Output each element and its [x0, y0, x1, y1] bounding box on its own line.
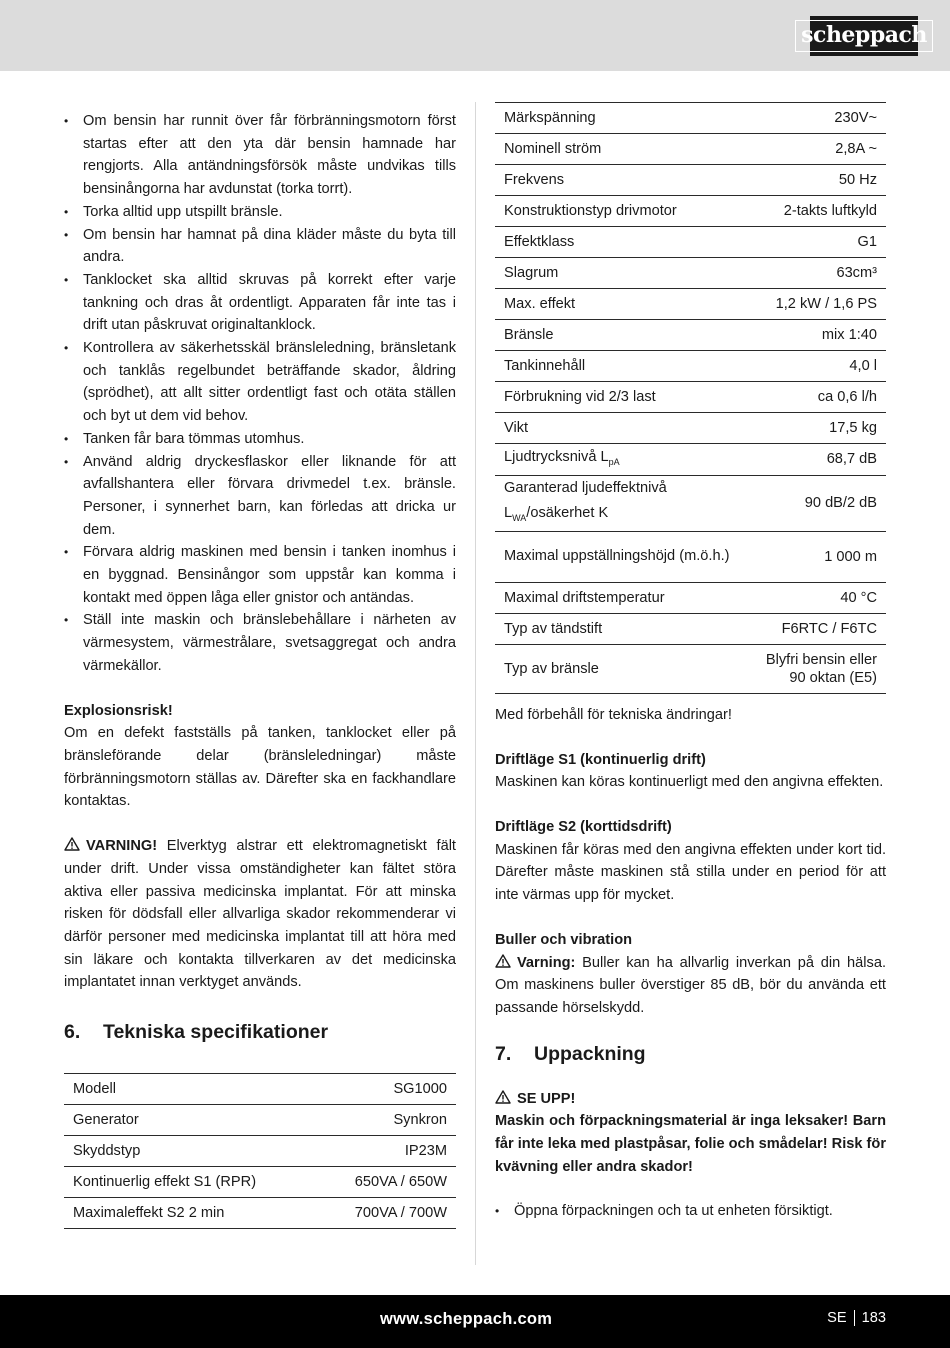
table-row: [64, 1136, 456, 1167]
spec-label: Förbrukning vid 2/3 last: [495, 382, 751, 413]
spec-label: Modell: [64, 1074, 317, 1105]
spec-label: Kontinuerlig effekt S1 (RPR): [64, 1167, 317, 1198]
table-row: [495, 103, 886, 134]
sound-power-symbol: L: [504, 505, 513, 521]
spec-label: Bränsle: [495, 320, 751, 351]
warning-text: Elverktyg alstrar ett elektromagnetiskt fält under drift. Under vissa omständigheter kan fältet störa aktiva eller passiva medicinska implantat. För att minska risken för dödsfall eller allvarliga skador rekommenderar vi därför personer med medicinska implantat till att höra med sin läkare och kontakta tillverkaren av det medicinska implantatet innan verktyget används.: [64, 838, 456, 991]
column-divider: [475, 102, 476, 1265]
spec-value: ca 0,6 l/h: [751, 382, 887, 413]
sound-power-label-line1: Garanterad ljudeffektnivå: [504, 480, 667, 496]
footer-url[interactable]: www.scheppach.com: [380, 1310, 553, 1328]
caution-label: SE UPP!: [517, 1090, 576, 1107]
reserve-note: Med förbehåll för tekniska ändringar!: [495, 706, 732, 723]
header-bar: [0, 0, 950, 71]
section-7-heading: [495, 1041, 886, 1067]
list-item: • Torka alltid upp utspillt bränsle.: [64, 201, 456, 224]
list-item: • Förvara aldrig maskinen med bensin i tanken inomhus i en byggnad. Bensinångor som uppstår kan komma i kontakt med öppen låga eller gnistor och antändas.: [64, 541, 456, 609]
spec-value: F6RTC / F6TC: [751, 613, 887, 644]
brand-logo-text: scheppach: [795, 20, 933, 52]
warning-label: VARNING!: [86, 838, 158, 855]
table-row: [495, 289, 886, 320]
table-row: [64, 1167, 456, 1198]
table-row: [495, 382, 886, 413]
noise-warning-text: Buller kan ha allvarlig inverkan på din hälsa. Om maskinens buller överstiger 85 dB, bör du använda ett passande hörselskydd.: [495, 954, 886, 1016]
spec-value: 1 000 m: [751, 531, 887, 582]
page-separator: [854, 1310, 855, 1326]
fuel-value-line2: 90 oktan (E5): [789, 669, 877, 686]
spec-label: Effektklass: [495, 227, 751, 258]
sound-pressure-label: Ljudtrycksnivå L: [504, 448, 609, 465]
spec-label: Nominell ström: [495, 134, 751, 165]
sound-power-sub: WA: [512, 512, 527, 523]
sound-power-label-line2: [504, 501, 742, 531]
spec-value: 1,2 kW / 1,6 PS: [751, 289, 887, 320]
spec-value: 17,5 kg: [751, 413, 887, 444]
spec-label: Skyddstyp: [64, 1136, 317, 1167]
explosion-text: Om en defekt fastställs på tanken, tanklocket eller på bränsleförande delar (bränsleledningar) måste förbränningsmotorn ställas av. Därefter ska en fackhandlare kontaktas.: [64, 725, 456, 810]
noise-warning: [495, 952, 886, 1020]
spec-label: Typ av bränsle: [495, 644, 751, 693]
spec-label: Maximal uppställningshöjd (m.ö.h.): [495, 531, 751, 582]
noise-heading: Buller och vibration: [495, 931, 633, 948]
spec-label: Märkspänning: [495, 103, 751, 134]
spec-value: IP23M: [317, 1136, 456, 1167]
spec-value: G1: [751, 227, 887, 258]
table-row: [495, 134, 886, 165]
table-row: [64, 1105, 456, 1136]
spec-value: SG1000: [317, 1074, 456, 1105]
s2-text: Maskinen får köras med den angivna effekten under kort tid. Därefter måste maskinen stå stilla under en period för att inte värmas upp för mycket.: [495, 841, 886, 904]
section-number: 6.: [64, 1021, 81, 1044]
table-row: [495, 531, 886, 582]
spec-label: Max. effekt: [495, 289, 751, 320]
spec-table-right: [495, 102, 886, 694]
sound-pressure-sub: pA: [608, 456, 620, 467]
page-number: 183: [861, 1310, 886, 1326]
list-item: • Om bensin har hamnat på dina kläder måste du byta till andra.: [64, 224, 456, 269]
spec-value: 40 °C: [751, 582, 887, 613]
section-title: Uppackning: [534, 1042, 646, 1065]
s2-heading: Driftläge S2 (korttidsdrift): [495, 819, 672, 836]
safety-list: [64, 110, 456, 678]
sound-power-label-rest: /osäkerhet K: [526, 505, 609, 521]
table-row: [495, 320, 886, 351]
noise-warning-label: Varning:: [517, 954, 576, 971]
s1-heading: Driftläge S1 (kontinuerlig drift): [495, 751, 706, 768]
fuel-value-line1: Blyfri bensin eller: [765, 651, 877, 668]
spec-label: Generator: [64, 1105, 317, 1136]
spec-value: 90 dB/2 dB: [751, 476, 887, 532]
spec-value: [751, 644, 887, 693]
spec-value: 2-takts luftkyld: [751, 196, 887, 227]
spec-value: 50 Hz: [751, 165, 887, 196]
spec-value: 230V~: [751, 103, 887, 134]
language-code: SE: [827, 1310, 847, 1326]
table-row: [495, 165, 886, 196]
list-item: • Om bensin har runnit över får förbränningsmotorn först startas efter att den yta där bensin hamnade har rengjorts. Alla antändningsförsök måste undvikas tills bensinångorna har avdunstat (torka torrt).: [64, 110, 456, 201]
spec-label: Slagrum: [495, 258, 751, 289]
warning-triangle-icon: [64, 837, 80, 851]
warning-triangle-icon: [495, 954, 511, 968]
table-row: [495, 227, 886, 258]
spec-label: Konstruktionstyp drivmotor: [495, 196, 751, 227]
list-item: • Tanken får bara tömmas utomhus.: [64, 428, 456, 451]
spec-table-left: [64, 1073, 456, 1229]
spec-value: 4,0 l: [751, 351, 887, 382]
spec-value: 68,7 dB: [751, 444, 887, 476]
spec-label: [495, 476, 751, 532]
footer-bar: [0, 1295, 950, 1348]
spec-value: Synkron: [317, 1105, 456, 1136]
spec-label: [495, 444, 751, 476]
spec-value: 700VA / 700W: [317, 1198, 456, 1229]
table-row: [64, 1198, 456, 1229]
section-6-heading: [64, 1019, 456, 1045]
page-indicator: [827, 1310, 886, 1326]
table-row: [495, 444, 886, 476]
explosion-heading: Explosionsrisk!: [64, 702, 173, 719]
table-row: [495, 582, 886, 613]
spec-value: 650VA / 650W: [317, 1167, 456, 1198]
table-row: [495, 613, 886, 644]
caution-text: Maskin och förpackningsmaterial är inga leksaker! Barn får inte leka med plastpåsar, folie och smådelar! Risk för kvävning eller andra skador!: [495, 1113, 886, 1175]
spec-value: 63cm³: [751, 258, 887, 289]
right-column: [495, 102, 886, 1223]
table-row: [495, 644, 886, 693]
section-number: 7.: [495, 1042, 512, 1065]
warning-triangle-icon: [495, 1090, 511, 1104]
s1-text: Maskinen kan köras kontinuerligt med den angivna effekten.: [495, 774, 884, 791]
spec-label: Tankinnehåll: [495, 351, 751, 382]
table-row: [495, 413, 886, 444]
spec-label: Maximaleffekt S2 2 min: [64, 1198, 317, 1229]
spec-label: Maximal driftstemperatur: [495, 582, 751, 613]
table-row: [495, 196, 886, 227]
table-row: [495, 351, 886, 382]
list-item: • Tanklocket ska alltid skruvas på korrekt efter varje tankning och dras åt ordentligt. Apparaten får inte tas i drift utan påskruvat originaltanklock.: [64, 269, 456, 337]
section-title: Tekniska specifikationer: [103, 1021, 329, 1044]
spec-label: Frekvens: [495, 165, 751, 196]
table-row: [495, 258, 886, 289]
spec-value: mix 1:40: [751, 320, 887, 351]
brand-logo: [801, 16, 927, 56]
list-item: • Kontrollera av säkerhetsskäl bränsleledning, bränsletank och tanklås regelbundet beträffande skador, åldring (sprödhet), att allt sitter ordentligt fast och otäta ställen och byt ut dem vid behov.: [64, 337, 456, 428]
table-row: [495, 476, 886, 532]
unpack-list: [495, 1200, 886, 1223]
spec-label: Vikt: [495, 413, 751, 444]
caution-heading: [495, 1088, 886, 1111]
list-item: • Ställ inte maskin och bränslebehållare i närheten av värmesystem, värmestrålare, svetsaggregat och andra värmekällor.: [64, 609, 456, 677]
spec-value: 2,8A ~: [751, 134, 887, 165]
list-item: • Använd aldrig dryckesflaskor eller liknande för att avfallshantera eller förvara drivmedel t.ex. bränsle. Personer, i synnerhet barn, kan förledas att dricka ur dem.: [64, 451, 456, 542]
emf-warning: [64, 835, 456, 994]
left-column: [64, 110, 456, 1229]
spec-label: Typ av tändstift: [495, 613, 751, 644]
list-item: • Öppna förpackningen och ta ut enheten försiktigt.: [495, 1200, 886, 1223]
table-row: [64, 1074, 456, 1105]
